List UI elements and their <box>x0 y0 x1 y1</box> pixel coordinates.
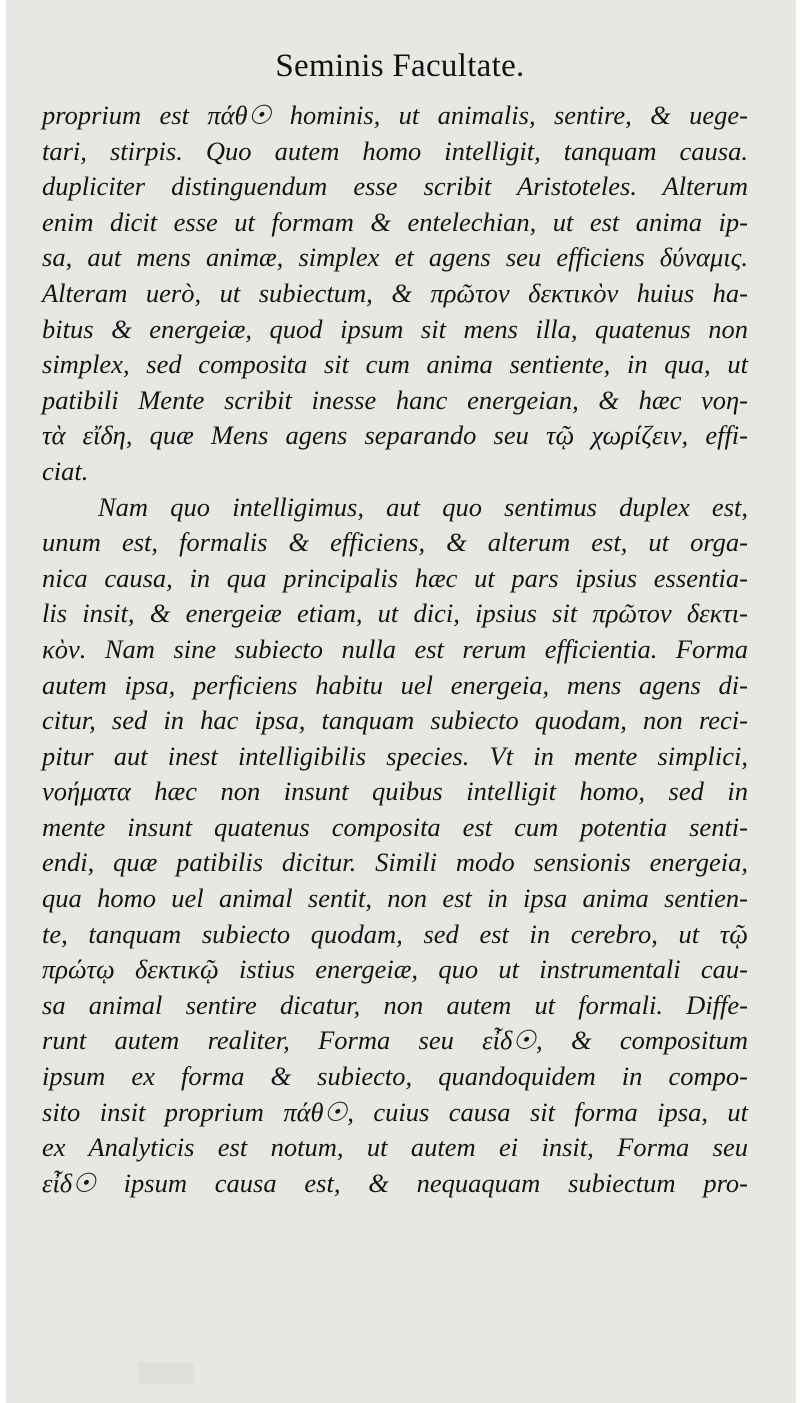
text-line: enim dicit esse ut formam & entelechian, ut est anima ip- <box>42 206 748 237</box>
text-line: endi, quæ patibilis dicitur. Simili modo sensionis energeia, <box>42 847 748 878</box>
body-text <box>42 98 748 1201</box>
running-header: Seminis Facultate. <box>275 48 525 84</box>
text-line: lis insit, & energeiæ etiam, ut dici, ipsius sit πρῶτον δεκτι- <box>42 598 748 629</box>
text-line: pitur aut inest intelligibilis species. Vt in mente simplici, <box>42 740 748 771</box>
text-line: citur, sed in hac ipsa, tanquam subiecto quodam, non reci- <box>42 705 748 736</box>
text-line: dupliciter distinguendum esse scribit Aristoteles. Alterum <box>42 171 748 202</box>
text-line: εἶδ☉ ipsum causa est, & nequaquam subiectum pro- <box>42 1167 748 1198</box>
bleed-through-mark <box>138 1362 194 1384</box>
text-line: tari, stirpis. Quo autem homo intelligit, tanquam causa. <box>42 135 748 166</box>
text-line: πρώτῳ δεκτικῷ istius energeiæ, quo ut instrumentali cau- <box>42 954 748 985</box>
text-line: sa animal sentire dicatur, non autem ut formali. Diffe- <box>42 989 748 1020</box>
text-line: ipsum ex forma & subiecto, quandoquidem in compo- <box>42 1061 748 1092</box>
text-line: τὰ εἴδη, quæ Mens agens separando seu τῷ χωρίζειν, effi- <box>42 420 748 451</box>
page-left-margin <box>0 0 6 1403</box>
text-line: autem ipsa, perficiens habitu uel energeia, mens agens di- <box>42 669 748 700</box>
text-line: simplex, sed composita sit cum anima sentiente, in qua, ut <box>42 349 748 380</box>
text-line: ciat. <box>42 455 89 486</box>
page-right-margin <box>796 0 800 1403</box>
paragraph-start-line: Nam quo intelligimus, aut quo sentimus duplex est, <box>98 491 748 522</box>
text-line: bitus & energeiæ, quod ipsum sit mens illa, quatenus non <box>42 313 748 344</box>
text-line: proprium est πάθ☉ hominis, ut animalis, sentire, & uege- <box>42 100 748 130</box>
text-line: patibili Mente scribit inesse hanc energeian, & hæc νοη- <box>42 384 748 415</box>
text-line: te, tanquam subiecto quodam, sed est in cerebro, ut τῷ <box>42 918 748 949</box>
text-line: sito insit proprium πάθ☉, cuius causa sit forma ipsa, ut <box>42 1096 748 1127</box>
text-line: κὸν. Nam sine subiecto nulla est rerum efficientia. Forma <box>42 633 748 664</box>
text-line: νοήματα hæc non insunt quibus intelligit homo, sed in <box>42 776 748 807</box>
text-line: ex Analyticis est notum, ut autem ei insit, Forma seu <box>42 1132 748 1163</box>
text-line: nica causa, in qua principalis hæc ut pars ipsius essentia- <box>42 562 748 593</box>
text-line: unum est, formalis & efficiens, & alterum est, ut orga- <box>42 527 748 558</box>
text-line: mente insunt quatenus composita est cum potentia senti- <box>42 811 748 842</box>
text-line: Alteram uerò, ut subiectum, & πρῶτον δεκτικὸν huius ha- <box>42 277 748 308</box>
text-line: sa, aut mens animæ, simplex et agens seu efficiens δύναμις. <box>42 242 748 273</box>
text-line: runt autem realiter, Forma seu εἶδ☉, & compositum <box>42 1025 748 1056</box>
text-line: qua homo uel animal sentit, non est in ipsa anima sentien- <box>42 883 748 914</box>
